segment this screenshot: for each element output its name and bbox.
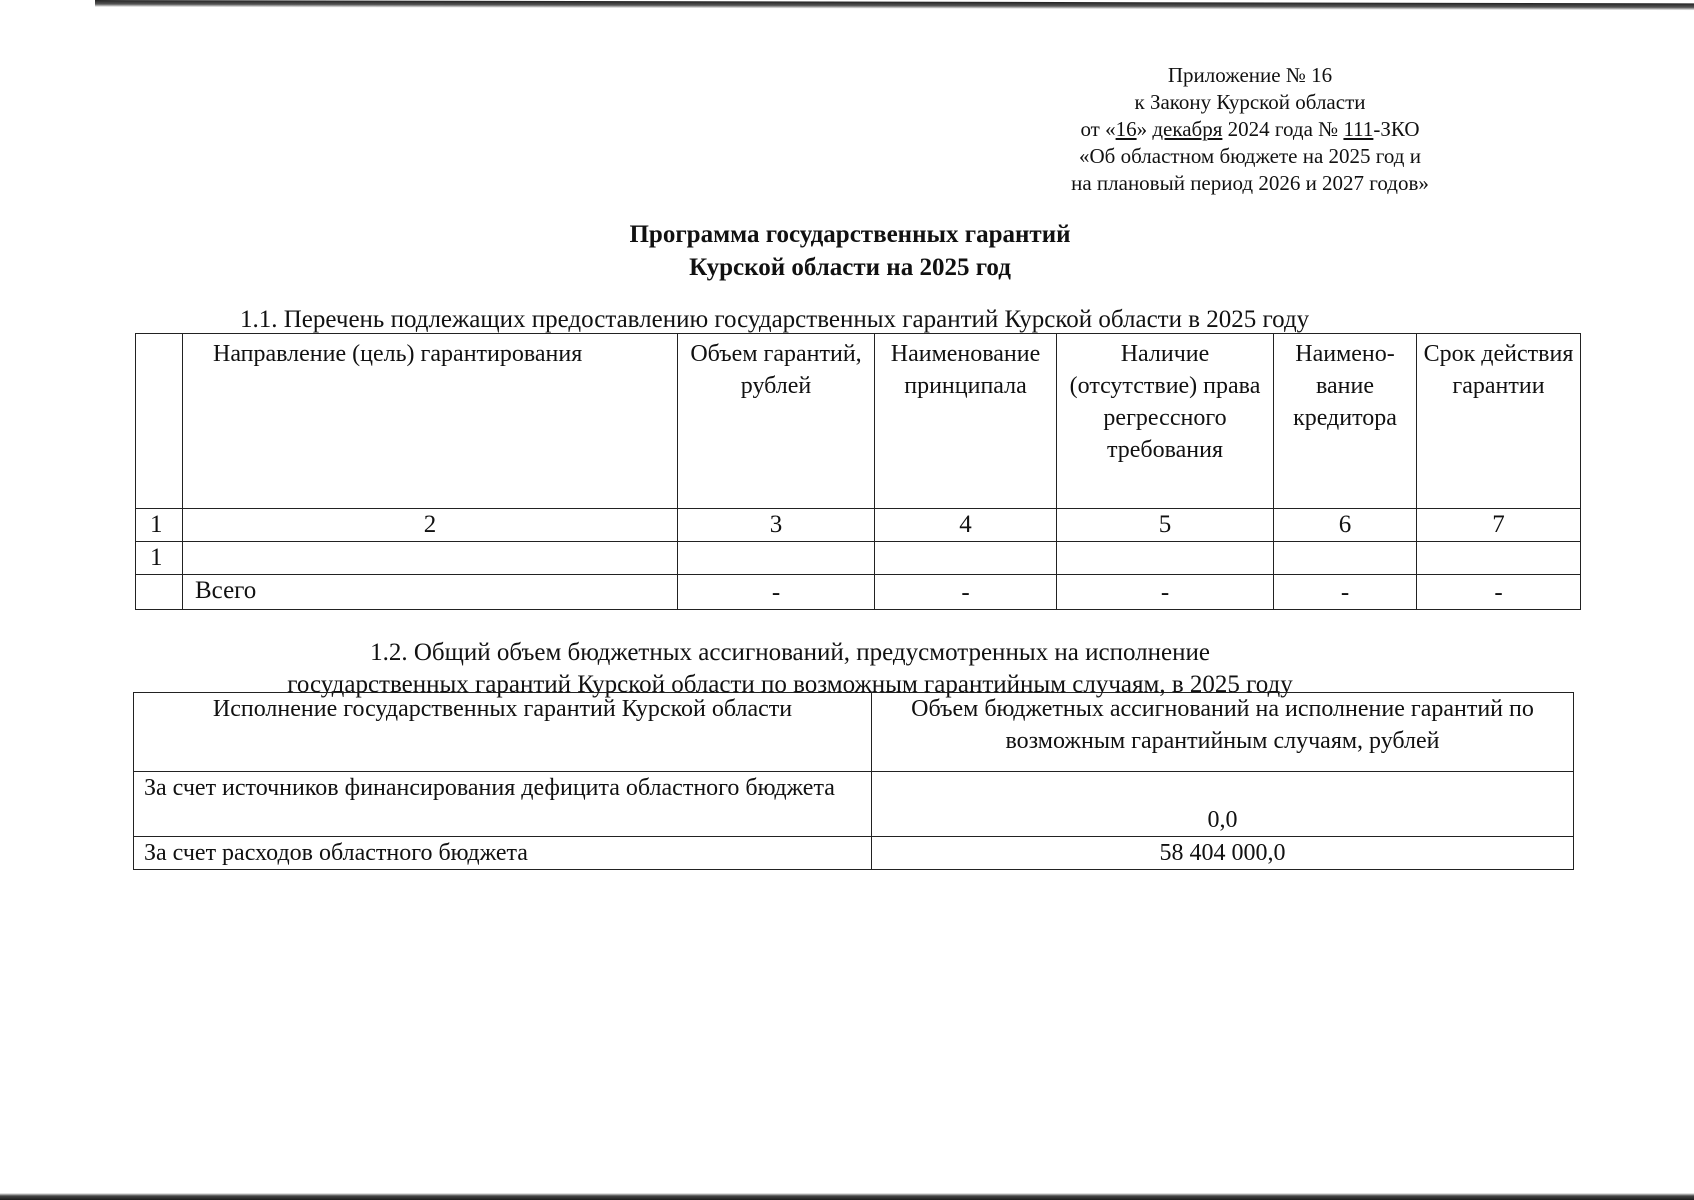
header-cell-recourse: Наличие (отсутствие) права регрессного требования (1057, 334, 1274, 509)
header-cell-volume: Объем гарантий, рублей (678, 334, 875, 509)
appendix-date-month: декабря (1152, 117, 1223, 141)
table-row (136, 542, 1581, 575)
total-value: - (678, 575, 875, 610)
header-cell-term: Срок действия гарантии (1417, 334, 1581, 509)
appendix-date-prefix: от « (1080, 117, 1116, 141)
table-row (134, 837, 1574, 870)
table-cell (1417, 542, 1581, 575)
row-value: 0,0 (872, 772, 1574, 837)
header-cell-creditor: Наимено-вание кредитора (1274, 334, 1417, 509)
appendix-line-3 (1010, 116, 1490, 143)
column-number: 4 (875, 509, 1057, 542)
section-2-caption-line-2: государственных гарантий Курской области по возможным гарантийным случаям, в 2025 году (287, 671, 1293, 698)
total-value: - (1417, 575, 1581, 610)
column-number: 6 (1274, 509, 1417, 542)
appendix-header (1010, 62, 1490, 197)
table-header-row (136, 334, 1581, 509)
table-header-row (134, 693, 1574, 772)
budget-allocations-table (133, 692, 1574, 870)
header-cell-index (136, 334, 183, 509)
column-number: 3 (678, 509, 875, 542)
row-value: 58 404 000,0 (872, 837, 1574, 870)
column-number-row (136, 509, 1581, 542)
title-line-1: Программа государственных гарантий (629, 221, 1071, 248)
table-cell (1057, 542, 1274, 575)
appendix-line-2: к Закону Курской области (1134, 90, 1366, 114)
table-row (134, 772, 1574, 837)
table-cell (875, 542, 1057, 575)
appendix-law-suffix: -ЗКО (1373, 117, 1420, 141)
column-number: 7 (1417, 509, 1581, 542)
appendix-date-day: 16 (1115, 117, 1137, 141)
total-label: Всего (183, 575, 678, 610)
appendix-line-4: «Об областном бюджете на 2025 год и (1079, 144, 1421, 168)
scan-edge-top (95, 0, 1694, 10)
header-cell-direction: Направление (цель) гарантирования (183, 334, 678, 509)
total-value: - (1057, 575, 1274, 610)
total-row (136, 575, 1581, 610)
row-label: За счет источников финансирования дефицита областного бюджета (134, 772, 872, 837)
table-cell (183, 542, 678, 575)
header-cell-allocation-volume: Объем бюджетных ассигнований на исполнение гарантий по возможным гарантийным случаям, рублей (872, 693, 1574, 772)
table-cell (1274, 542, 1417, 575)
document-title (560, 218, 1140, 284)
row-number: 1 (136, 542, 183, 575)
table-cell (678, 542, 875, 575)
section-1-caption: 1.1. Перечень подлежащих предоставлению государственных гарантий Курской области в 2025 году (240, 306, 1310, 333)
scan-edge-bottom (0, 1193, 1694, 1200)
title-line-2: Курской области на 2025 год (689, 254, 1011, 281)
appendix-date-mid: » (1136, 117, 1153, 141)
total-value: - (875, 575, 1057, 610)
column-number: 5 (1057, 509, 1274, 542)
header-cell-principal: Наименование принципала (875, 334, 1057, 509)
column-number: 1 (136, 509, 183, 542)
table-cell (136, 575, 183, 610)
appendix-date-year: 2024 года № (1222, 117, 1344, 141)
row-label: За счет расходов областного бюджета (134, 837, 872, 870)
appendix-line-5: на плановый период 2026 и 2027 годов» (1071, 171, 1429, 195)
section-2-caption-line-1: 1.2. Общий объем бюджетных ассигнований, предусмотренных на исполнение (370, 639, 1210, 666)
total-value: - (1274, 575, 1417, 610)
appendix-law-number: 111 (1343, 117, 1374, 141)
guarantees-list-table (135, 333, 1581, 610)
appendix-line-1: Приложение № 16 (1167, 63, 1333, 87)
column-number: 2 (183, 509, 678, 542)
header-cell-execution: Исполнение государственных гарантий Курской области (134, 693, 872, 772)
